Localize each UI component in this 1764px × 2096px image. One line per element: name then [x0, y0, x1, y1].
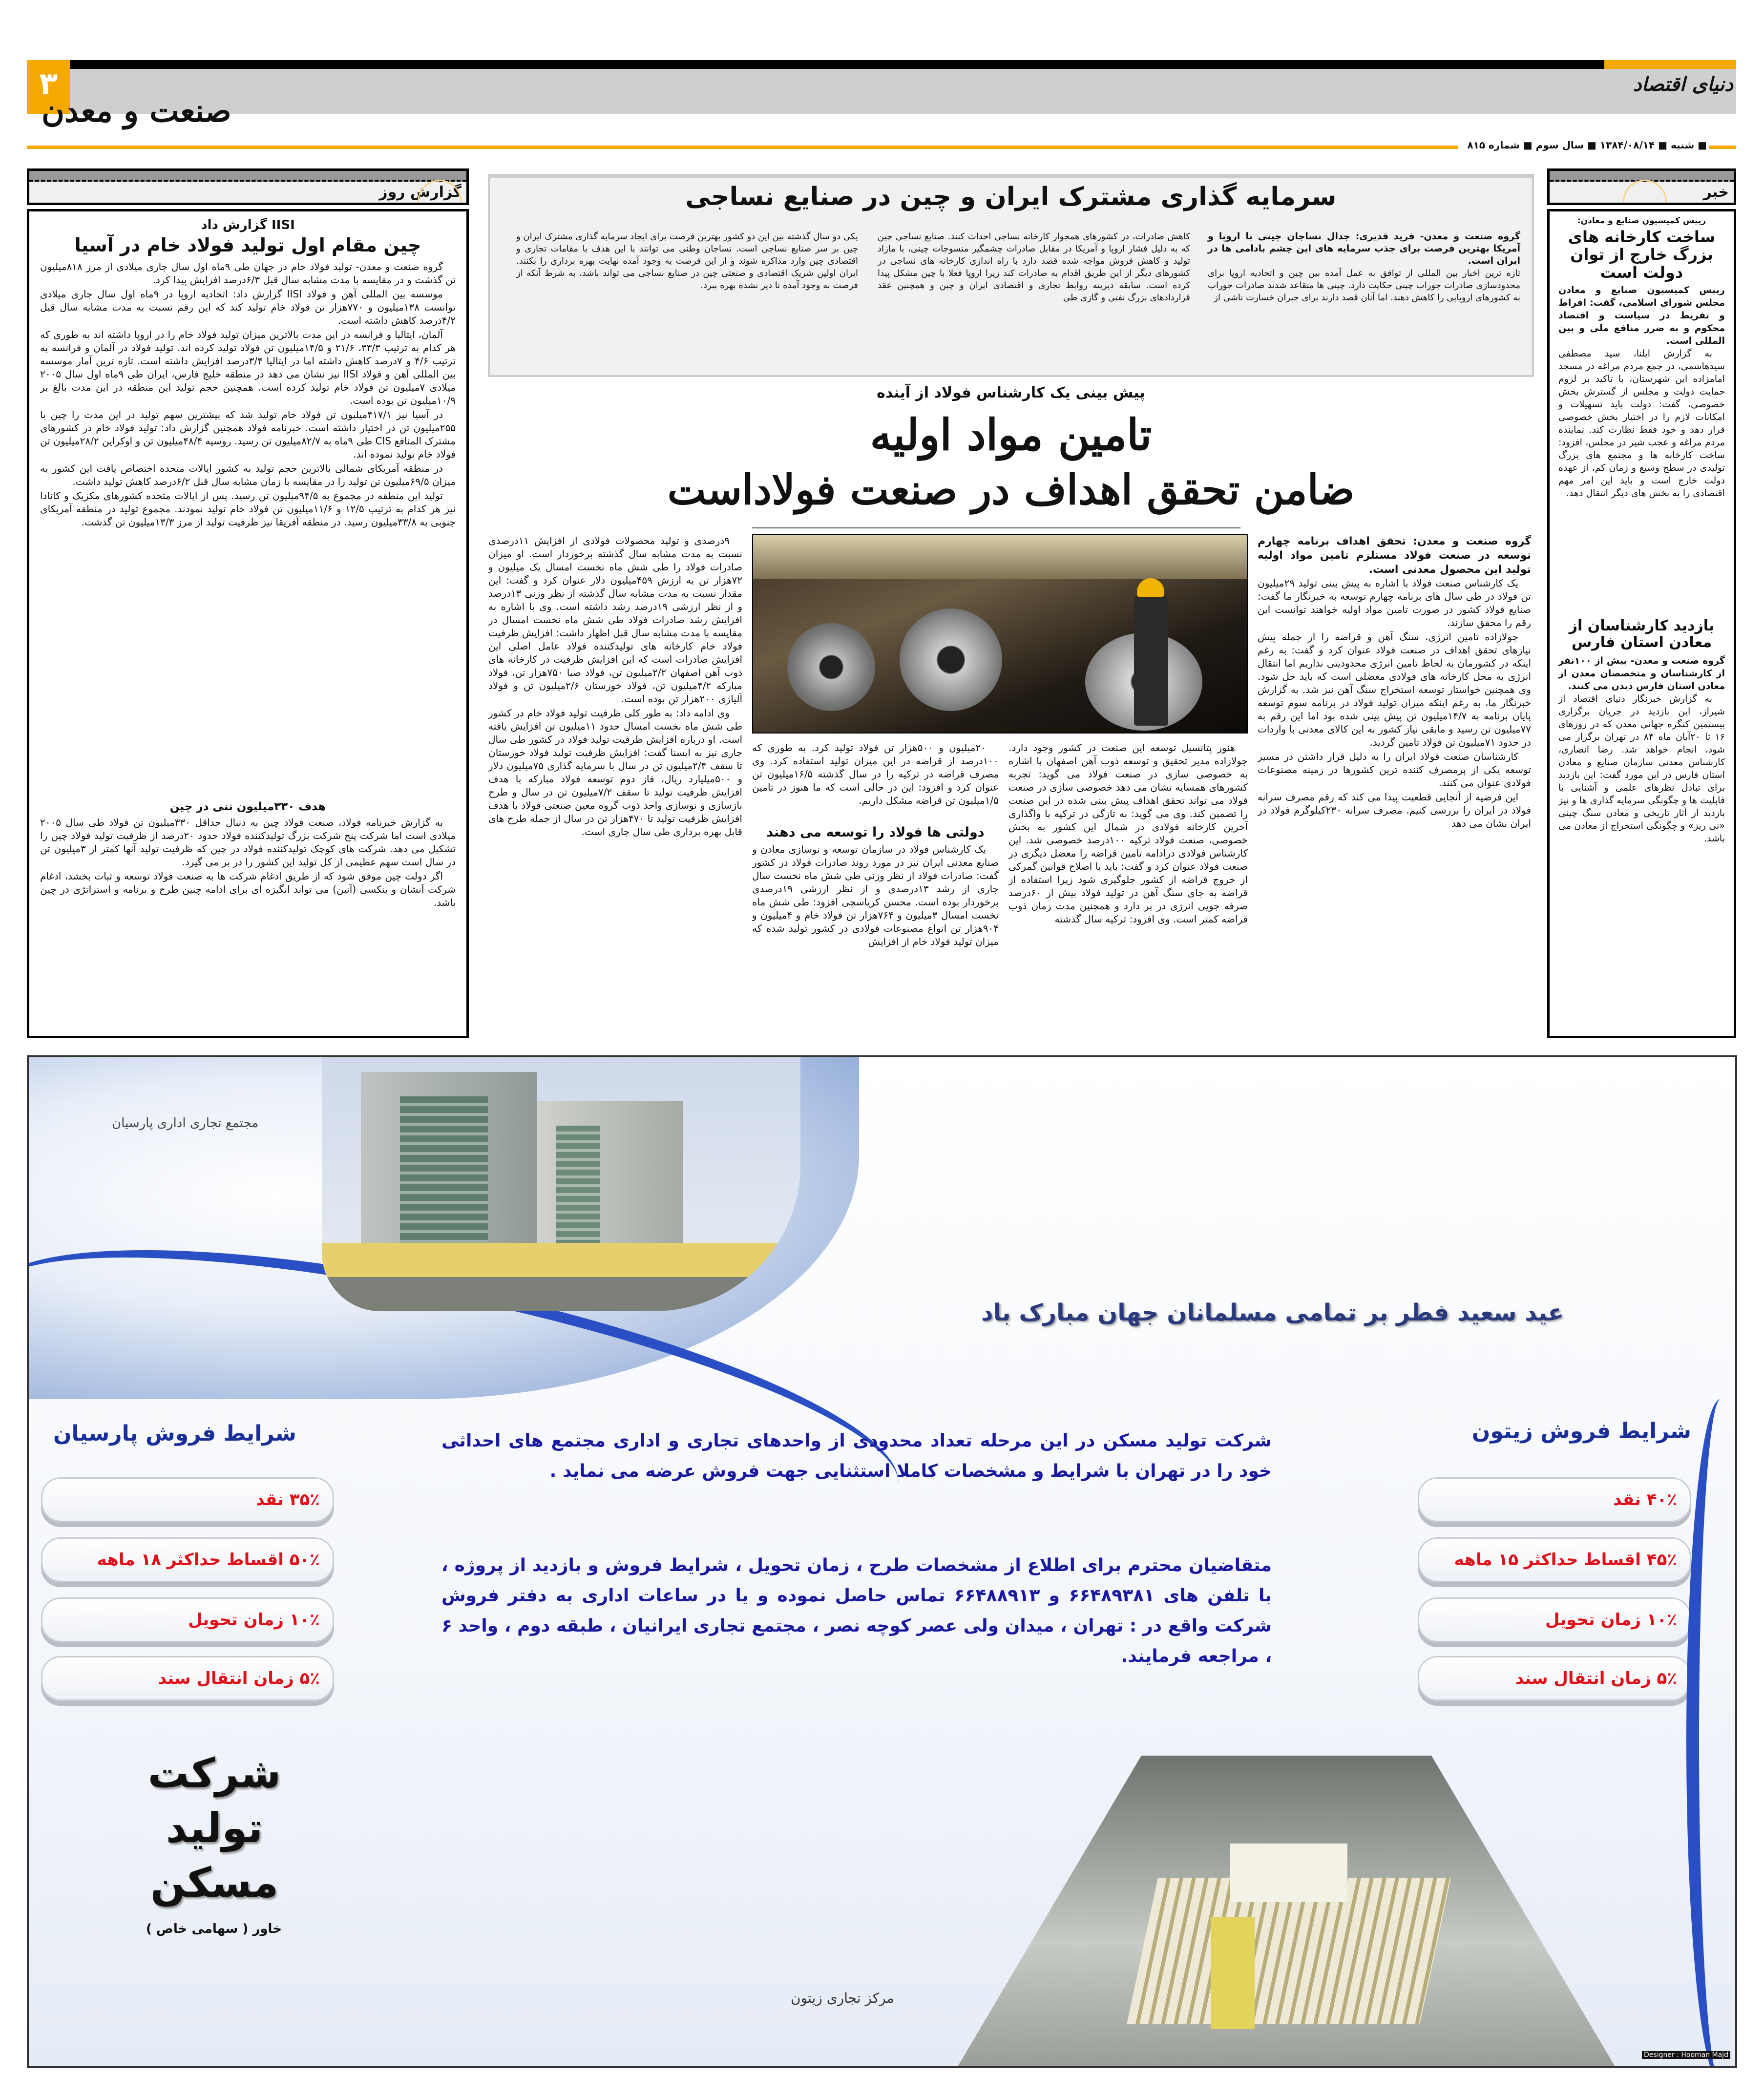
- left-column-header: [27, 168, 469, 205]
- paragraph: موسسه بین المللی آهن و فولاد IISI گزارش داد: اتحادیه اروپا در ۹ماه اول سال جاری میلادی توانست ۱۳۸میلیون و ۷۷۰هزار تن فولاد خام تولید کند که این رقم نسبت به مدت مشابه سال قبل ۴/۲درصد کاهش داشته است.: [40, 288, 456, 326]
- textile-col-2: کاهش صادرات، در کشورهای همجوار کارخانه نساجی احداث کنند. صنایع نساجی چین که به دلیل فشار اروپا و آمریکا در مقابل صادرات چشمگیر منسوجات چینی، با مازاد تولید و کاهش فروش مواجه شده قصد دارد با راه اندازی کارخانه های نساجی در کشورهای دیگر از این طریق اقدام به صادرات کند زیرا اروپا فعلا با چین مشکل پیدا کرده است. سابقه دیرینه روابط تجاری و اقتصادی ایران و چین و همچنین عقد قراردادهای بزرگ نفتی و گازی طی: [878, 231, 1190, 303]
- news-lead: رییس کمیسیون صنایع و معادن مجلس شورای اسلامی، گفت: افراط و تفریط در سیاست و اقتصاد محکوم و به ضرر منافع ملی و بین المللی است.: [1558, 284, 1725, 346]
- paragraph: ۹درصدی و تولید محصولات فولادی از افزایش ۱۱درصدی نسبت به مدت مشابه سال گذشته برخوردار است. او میزان صادرات فولاد را طی شش ماه نخست امسال یک میلیون و ۷۲هزار تن به ارزش ۴۵۹میلیون دلار عنوان کرد و گفت: این مقدار نسبت به مدت مشابه سال گذشته از نظر وزنی ۱۳درصد و از نظر ارزشی ۱۹درصد رشد داشته است. وی با اشاره به افزایش رشد صادرات فولاد طی شش ماه نخست امسال در مقایسه با مدت مشابه سال قبل اظهار داشت: افزایش ظرفیت فولاد خام کارخانه های تولیدکننده فولاد عامل اصلی این افزایش صادرات است که این افزایش ظرفیت در کارخانه های ذوب آهن اصفهان ۲/۲میلیون تن، فولاد صبا ۷۵۰هزار تن، فولاد مبارکه ۴/۲میلیون تن، فولاد خوزستان ۲/۶میلیون تن و فولاد آلیاژی ۲۰۰هزار تن بوده است.: [488, 535, 742, 705]
- right-column-article: [1547, 209, 1736, 1038]
- paragraph: ۲۰میلیون و ۵۰۰هزار تن فولاد تولید کرد. به طوری که ۱۰۰درصد از قراضه در این میزان تولید استفاده کرد. وی مصرف قراضه در ترکیه را در سال گذشته ۱۶/۵میلیون تن عنوان کرد و افزود: این در حالی است که ما هنوز در تامین ۱/۵میلیون تن قراضه مشکل داریم.: [752, 742, 999, 806]
- worker-figure: [1134, 589, 1168, 726]
- paragraph: در آسیا نیز ۴۱۷/۱میلیون تن فولاد خام تولید شد که بیشترین سهم تولید در این مدت را چین با ۲۵۵میلیون تن در اختیار داشته است. خبرنامه فولاد همچنین گزارش داد: تولید فولاد خام در کشورهای مشترک المنافع CIS طی ۹ماه به ۸۲/۷میلیون تن رسید. روسیه ۴۸/۴میلیون تن و اوکراین ۲۸/۲میلیون تن فولاد خام تولید نموده اند.: [40, 408, 456, 460]
- zeitoon-building-photo: [957, 1756, 1616, 2068]
- textile-col-1: تازه ترین اخبار بین المللی از توافق به عمل آمده بین چین و اتحادیه اروپا برای محدودسازی صادرات جوراب چینی حکایت دارد. چینی ها متقاعد شدند صادرات جوراب به کشورهای اروپایی را کاهش دهند. اما آنان قصد دارند برای جبران خسارت ناشی از: [1208, 268, 1520, 303]
- steel-column-mid-left: [752, 741, 999, 1037]
- steel-coil: [900, 608, 1002, 711]
- dateline: ■ شنبه ■ ۱۳۸۴/۰۸/۱۴ ■ سال سوم ■ شماره ۸۱۵: [1467, 139, 1707, 151]
- ad-body-contact: متقاضیان محترم برای اطلاع از مشخصات طرح ، زمان تحویل ، شرایط فروش و بازدید از پروژه ، با تلفن های ۶۶۴۸۹۳۸۱ و ۶۶۴۸۸۹۱۳ تماس حاصل نموده و یا در ساعات اداری به دفتر فروش شرکت واقع در : تهران ، میدان ولی عصر کوچه نصر ، مجتمع تجاری ایرانیان ، طبقه دوم ، واحد ۶ ، مراجعه فرمایند.: [441, 1555, 1272, 1666]
- news-kicker: رییس کمیسیون صنایع و معادن:: [1577, 216, 1706, 226]
- news-2-title: بازدید کارشناسان از معادن استان فارس: [1569, 617, 1715, 651]
- steel-body-mid-left: [752, 741, 999, 822]
- zeitoon-term-installments: ۴۵٪ اقساط حداکثر ۱۵ ماهه: [1418, 1537, 1691, 1582]
- company-name-line-1: شرکت: [147, 1749, 281, 1797]
- zeitoon-caption: مرکز تجاری زیتون: [791, 1990, 894, 2006]
- zeitoon-term-cash: ۴۰٪ نقد: [1418, 1477, 1691, 1522]
- news-2-lead: گروه صنعت و معدن- بیش از ۱۰۰نفر از کارشناسان و متخصصان معدن از معادن استان فارس دیدن می کنند.: [1558, 655, 1725, 692]
- article-body: [40, 260, 456, 797]
- steel-kicker: پیش بینی یک کارشناس فولاد از آینده: [877, 384, 1145, 401]
- steel-factory-photo: [752, 534, 1248, 734]
- parsian-term-installments: ۵۰٪ اقساط حداکثر ۱۸ ماهه: [41, 1537, 334, 1582]
- steel-body-mid-right: [1008, 741, 1248, 1037]
- parsian-building-photo: [322, 1057, 800, 1311]
- steel-coil: [787, 623, 875, 711]
- news-body: [1558, 347, 1725, 611]
- paragraph: اگر دولت چین موفق شود که از طریق ادغام شرکت ها به صنعت فولاد توسعه و ثبات بخشد، ادغام شرکت آنشان و بنکسی (آنبن) می تواند انگیزه ای برای ادامه چنین طرح و برنامه و استراتژی در چین باشد.: [40, 870, 456, 909]
- orange-rule: [27, 146, 1458, 149]
- worker-helmet: [1137, 578, 1164, 597]
- newspaper-logo: دنیای اقتصاد: [1633, 73, 1733, 96]
- steel-body-mid-left-2: [752, 843, 999, 1033]
- ad-body-offer: شرکت تولید مسکن در این مرحله تعداد محدودی از واحدهای تجاری و اداری مجتمع های احداثی خود را در تهران با شرایط و مشخصات کاملا استثنایی جهت فروش عرضه می نماید .: [441, 1431, 1272, 1481]
- paragraph: یک کارشناس صنعت فولاد با اشاره به پیش بینی تولید ۲۹میلیون تن فولاد در طی سال های برنامه چهارم توسعه به خبرنگار ما گفت: صنایع فولاد کشور در صورت تامین مواد اولیه خواهند توانست این رقم را محقق سازند.: [1258, 577, 1531, 629]
- article-body-2: [40, 816, 456, 1036]
- paragraph: به گزارش ایلنا، سید مصطفی سیدهاشمی، در جمع مردم مراغه در مسجد امامزاده این شهرستان، با تاکید بر لزوم حمایت دولت و مجلس از گسترش بخش خصوصی، گفت: دولت باید تسهیلات و امکانات لازم را در اختیار بخش خصوصی قرار دهد و خود فقط نظارت کند. نماینده مردم مراغه و عجب شیر در مجلس، افزود: ساخت کارخانه ها و مجتمع های بزرگ تولیدی در سطح وسیع و زمان کم، از عهده دولت خارج است و باید این امر مهم اقتصادی را به بخش های دیگر انتقال دهد.: [1558, 348, 1725, 499]
- article-title: چین مقام اول تولید فولاد خام در آسیا: [74, 234, 421, 256]
- zeitoon-sales-terms-title: شرایط فروش زیتون: [1471, 1419, 1691, 1444]
- designer-credit: Designer : Hooman Majd: [1642, 2051, 1730, 2059]
- paragraph: آلمان، ایتالیا و فرانسه در این مدت بالاترین میزان تولید فولاد خام را در اروپا داشته اند به طوری که هر کدام به ترتیب ۳۳/۳، ۲۱/۶ و ۱۴/۵میلیون تن فولاد تولید کرده اند. تولید فولاد در آلمان و فرانسه به ترتیب ۴/۶ و ۷درصد کاهش داشته اما در ایتالیا ۳/۴درصد افزایش داشته است. تازه ترین آمار موسسه بین المللی آهن و فولاد IISI نیز نشان می دهد در منطقه خلیج فارس، ایران طی ۹ماه اول سال ۲۰۰۵ میلادی ۷میلیون تن فولاد خام تولید کرده است. همچنین حجم تولید این منطقه در این مدت بالغ بر ۱۰/۹میلیون تن بوده است.: [40, 328, 456, 406]
- textile-col-3: یکی دو سال گذشته بین این دو کشور بهترین فرصت برای ایجاد سرمایه گذاری مشترک ایران و چین بر سر صنایع نساجی است. نساجان وطنی می توانند با این هدف با مقامات تجاری و اقتصادی چین وارد مذاکره شوند و از این فرصت به وجود آمده نهایت بهره برداری را بکنند. ایران اولین شریک اقتصادی و صنعتی چین در صنایع نساجی می تواند باشد، به شرط آنکه از فرصت به وجود آمده تا دیر نشده بهره ببرد.: [516, 231, 858, 291]
- paragraph: به گزارش خبرنگار دنیای اقتصاد از شیراز، این بازدید در جریان برگزاری بیستمین کنگره جهانی معدن که در روزهای ۱۶ تا ۲۰آبان ماه ۸۴ در تهران برگزار می شود، انجام خواهد شد. رضا انصاری، کارشناس معدنی سازمان صنایع و معادن استان فارس در این مورد گفت: این بازدید برای تبادل نظرهای علمی و آشنایی با قابلیت ها و چگونگی سرمایه گذاری ها و نیز بازدید از آثار تاریخی و معادن سنگ چینی «نی ریز» و چگونگی استخراج از معادن می باشد.: [1558, 693, 1725, 844]
- news-title: ساخت کارخانه های بزرگ خارج از توان دولت است: [1568, 227, 1716, 282]
- parsian-sales-terms-title: شرایط فروش پارسیان: [53, 1421, 296, 1446]
- textile-title: سرمایه گذاری مشترک ایران و چین در صنایع نساجی: [685, 182, 1337, 211]
- company-name-line-2: تولید: [166, 1804, 263, 1852]
- section-title: صنعت و معدن: [42, 93, 231, 129]
- paragraph: گروه صنعت و معدن- تولید فولاد خام در جهان طی ۹ماه اول سال جاری میلادی از مرز ۸۱۸میلیون تن گذشت و در مقایسه با مدت مشابه سال قبل ۶/۳درصد افزایش پیدا کرد.: [40, 260, 456, 286]
- zeitoon-term-delivery: ۱۰٪ زمان تحویل: [1418, 1597, 1691, 1642]
- steel-lead: گروه صنعت و معدن: تحقق اهداف برنامه چهارم توسعه در صنعت فولاد مستلزم تامین مواد اولیه تولید این محصول معدنی است.: [1258, 535, 1531, 576]
- right-column-header: [1547, 168, 1736, 205]
- paragraph: به گزارش خبرنامه فولاد، صنعت فولاد چین به دنبال حداقل ۳۳۰میلیون تن فولاد طی سال ۲۰۰۵ میلادی است اما شرکت پنج شرکت بزرگ تولیدکننده فولاد حدود ۲۰درصد از ظرفیت تولید فولاد چین را تشکیل می دهد. شرکت های کوچک تولیدکننده فولاد در چین که ظرفیت تولید آنها کمتر از ۳میلیون تن در سال است سهم عظیمی از کل تولید این کشور را در بر می گیرد.: [40, 817, 456, 868]
- paragraph: یک کارشناس فولاد در سازمان توسعه و نوسازی معادن و صنایع معدنی ایران نیز در مورد روند صادرات فولاد در کشور گفت: صادرات فولاد از نظر وزنی طی شش ماه نخست سال جاری از رشد ۱۳درصدی و از نظر ارزشی ۱۹درصدی برخوردار بوده است. محسن کریاسچی افزود: طی شش ماه نخست امسال ۳میلیون و ۷۶۴هزار تن فولاد خام و ۴میلیون و ۹۰۴هزار تن انواع مصنوعات فولادی در کشور تولید شده که میزان تولید فولاد خام از افزایش: [752, 843, 999, 948]
- news-2-body: [1558, 692, 1725, 922]
- right-blue-curve: [1686, 1399, 1737, 2068]
- eid-greeting: عید سعید فطر بر تمامی مسلمانان جهان مبارک باد: [981, 1299, 1564, 1326]
- parsian-caption: مجتمع تجاری اداری پارسیان: [112, 1116, 259, 1131]
- zeitoon-term-deed-transfer: ۵٪ زمان انتقال سند: [1418, 1656, 1691, 1701]
- title-rule: [752, 527, 1240, 528]
- masthead: [27, 60, 1736, 114]
- paragraph: هنوز پتانسیل توسعه این صنعت در کشور وجود دارد. جولازاده مدیر تحقیق و توسعه ذوب آهن اصفهان با اشاره به خصوصی سازی در صنعت فولاد می گوید: تجربه کشورهای همسایه نشان می دهد خصوصی سازی در صنعت فولاد می تواند تحقق اهداف پیش بینی شده در این صنعت را تضمین کند. وی می گوید: به تازگی در ترکیه با واگذاری آخرین کارخانه فولادی در شمال این کشور به بخش خصوصی، صنعت فولاد ترکیه ۱۰۰درصد خصوصی شد. این کارشناس فولادی درادامه تامین قراضه را معضل دیگری در صنعت فولاد عنوان کرد و گفت: باید با اصلاح قوانین گمرکی از خروج قراضه از کشور جلوگیری شود زیرا استفاده از قراضه به جای سنگ آهن در تولید فولاد بیش از ۶۰درصد صرفه جویی انرژی در بر دارد و همچنین مدت زمان ذوب قراضه کمتر است. وی افزود: ترکیه سال گذشته: [1008, 742, 1248, 925]
- orange-rule-right: [1709, 146, 1736, 149]
- section-label-news: خبر: [1703, 184, 1729, 201]
- page-number: ۳: [27, 60, 70, 114]
- company-name: [136, 1746, 293, 1910]
- steel-title-line-2: ضامن تحقق اهداف در صنعت فولاداست: [667, 465, 1355, 514]
- steel-subhead: دولتی ها فولاد را توسعه می دهند: [766, 825, 985, 840]
- left-column-article: [27, 209, 469, 1038]
- article-subhead: هدف ۳۳۰میلیون تنی در چین: [169, 800, 326, 813]
- company-name-line-3: مسکن: [150, 1859, 278, 1907]
- paragraph: کارشناسان صنعت فولاد ایران را به دلیل قرار داشتن در مسیر توسعه یکی از پرمصرف کننده ترین کشورها در زمینه مصنوعات فولادی عنوان می کنند.: [1258, 751, 1531, 789]
- article-kicker: IISI گزارش داد: [201, 218, 295, 232]
- company-subtitle: خاور ( سهامی خاص ): [146, 1922, 282, 1936]
- parsian-term-delivery: ۱۰٪ زمان تحویل: [41, 1597, 334, 1642]
- real-estate-advertisement: [27, 1055, 1737, 2068]
- paragraph: تولید این منطقه در مجموع به ۹۴/۵میلیون تن رسید. پس از ایالات متحده کشورهای مکزیک و کانادا نیز هر کدام به ترتیب ۱۲/۵ و ۱۱/۶میلیون تن فولاد خام تولید نمودند. مجموع تولید در منطقه آمریکای جنوبی به ۳۳/۸میلیون رسید. در منطقه آفریقا نیز ظرفیت تولید از مرز ۱۳/۳میلیون تن گذشت.: [40, 489, 456, 528]
- textile-lead: گروه صنعت و معدن- فرید قدیری: جدال نساجان چینی با اروپا و آمریکا بهترین فرصت برای جذب سرمایه های این چشم بادامی ها در ایران است.: [1208, 231, 1520, 266]
- paragraph: این فرضیه از آنجایی قطعیت پیدا می کند که رقم مصرف سرانه فولاد در ایران را بررسی کنیم. مصرف سرانه ۲۳۰کیلوگرم فولاد در ایران نشان می دهد: [1258, 791, 1531, 829]
- steel-body-right: [1258, 577, 1531, 1033]
- section-label-daily-report: گزارش روز: [379, 184, 462, 201]
- paragraph: در منطقه آمریکای شمالی بالاترین حجم تولید به کشور ایالات متحده اختصاص یافت این کشور به میزان ۶۹/۵میلیون تن تولید را در مقایسه با زمان مشابه سال قبل ۶/۲درصد کاهش تولید داشت.: [40, 462, 456, 487]
- steel-title-line-1: تامین مواد اولیه: [870, 409, 1152, 460]
- parsian-term-deed-transfer: ۵٪ زمان انتقال سند: [41, 1656, 334, 1701]
- steel-body-left: [488, 534, 742, 1037]
- textile-article-box: [488, 174, 1534, 377]
- paragraph: جولازاده تامین انرژی، سنگ آهن و قراضه را از جمله پیش نیازهای تحقق اهداف در صنعت فولاد عنوان کرد و گفت: به رغم اینکه در کشورمان به لحاظ تامین انرژی محدودیتی نداریم اما انتقال انرژی به محل کارخانه های فولادی معضلی است که باید حل شود. وی همچنین خواستار توسعه استخراج سنگ آهن نیز شد. به گزارش خبرنگار ما، به رغم اینکه میزان تولید فولاد در برنامه سوم توسعه پایان برنامه به ۱۴/۷میلیون تن پیش بینی شده بود اما این رقم به ۷۷میلیون تن رسید و مابقی نیاز کشور به این کالای معدنی با واردات در حدود ۷۱میلیون تن فولاد تامین گردید.: [1258, 631, 1531, 748]
- steel-column-right: [1258, 534, 1531, 1037]
- paragraph: وی ادامه داد: به طور کلی ظرفیت تولید فولاد خام در کشور طی شش ماه نخست امسال حدود ۱۱میلیون تن افزایش یافته است. او درباره افزایش ظرفیت تولید فولاد در کشور طی سال جاری نیز به ایسنا گفت: افزایش ظرفیت تولید فولاد خوزستان تا سقف ۲/۴میلیون تن در سال با سرمایه گذاری ۷۵میلیون دلار و ۵۰۰میلیارد ریال، فاز دوم توسعه فولاد مبارکه با هدف افزایش ظرفیت تولید تا سقف ۷/۲میلیون تن در سال و طرح بازسازی و نوسازی واحد ذوب گروه معین صنعتی فولاد با هدف افزایش ظرفیت تولید تا ۴۷۰هزار تن در سال از جمله طرح های قابل بهره برداری طی سال جاری است.: [488, 707, 742, 838]
- parsian-term-cash: ۳۵٪ نقد: [41, 1477, 334, 1522]
